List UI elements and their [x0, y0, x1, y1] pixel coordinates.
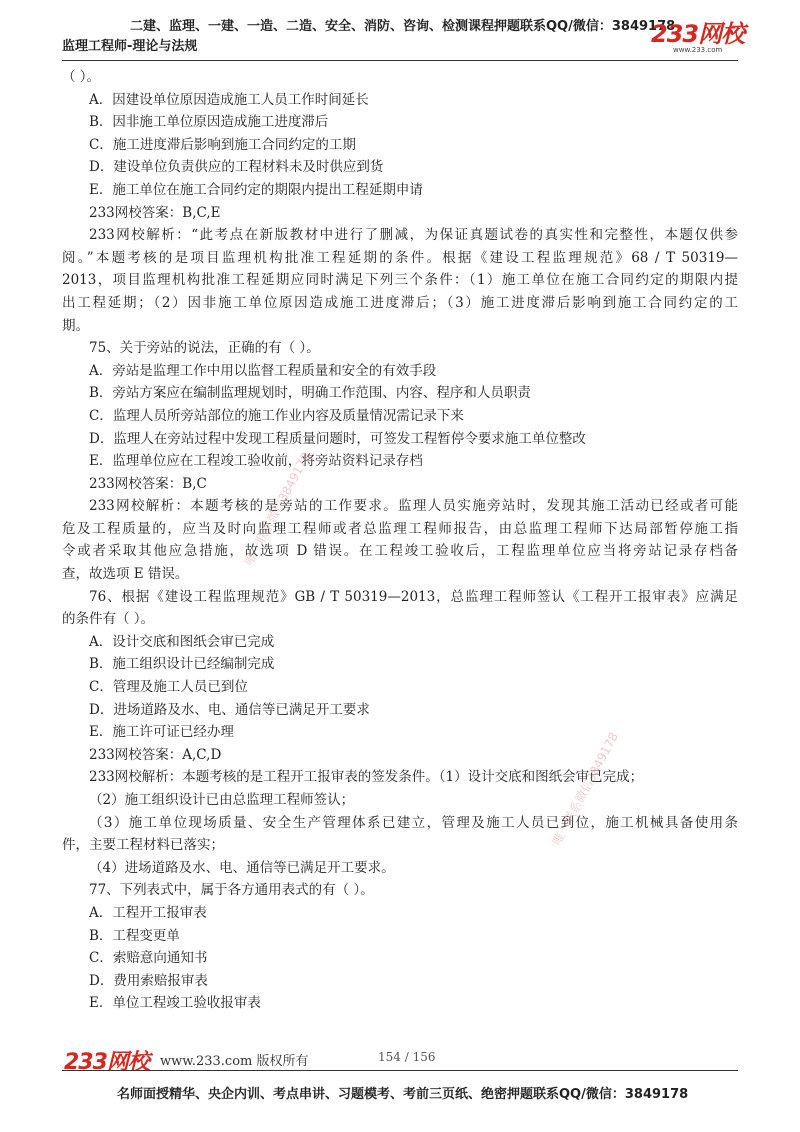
- document-body: [62, 66, 738, 1015]
- text-line: （2）施工组织设计已由总监理工程师签认；: [89, 792, 355, 808]
- text-line: E．单位工程竣工验收报审表: [89, 995, 261, 1012]
- text-line: A．设计交底和图纸会审已完成: [89, 633, 275, 650]
- text-line: 76、根据《建设工程监理规范》GB / T 50319—2013，总监理工程师签认《工程开工报审表》应满足: [89, 588, 738, 605]
- text-line: 233网校答案：B,C,E: [89, 204, 221, 221]
- text-line: D．建设单位负责供应的工程材料未及时供应到货: [89, 159, 384, 176]
- text-line: 查，故选项 E 错误。: [62, 566, 189, 583]
- text-line: B．工程变更单: [89, 927, 180, 944]
- footer-logo: 233网校: [64, 1050, 149, 1075]
- text-line: 75、关于旁站的说法，正确的有（ ）。: [89, 340, 320, 357]
- text-line: 77、下列表式中，属于各方通用表式的有（ ）。: [89, 882, 374, 899]
- brand-logo-url: www.233.com: [673, 46, 723, 54]
- brand-logo-text: 233网校: [651, 20, 745, 48]
- text-line: A．工程开工报审表: [89, 904, 207, 921]
- text-line: D．监理人在旁站过程中发现工程质量问题时，可签发工程暂停令要求施工单位整改: [89, 430, 586, 447]
- watermark: 唯一联系微信3849178: [549, 730, 622, 848]
- text-line: B．旁站方案应在编制监理规划时，明确工作范围、内容、程序和人员职责: [89, 385, 531, 402]
- text-line: （3）施工单位现场质量、安全生产管理体系已建立，管理及施工人员已到位，施工机械具备使用条: [89, 814, 738, 831]
- text-line: B．因非施工单位原因造成施工进度滞后: [89, 114, 329, 131]
- text-line: 的条件有（ ）。: [62, 611, 155, 628]
- text-line: 阅。”本题考核的是项目监理机构批准工程延期的条件。根据《建设工程监理规范》68 / T 50319—: [62, 249, 738, 266]
- page-number: 154 / 156: [378, 1050, 436, 1064]
- text-line: E．施工单位在施工合同约定的期限内提出工程延期申请: [89, 181, 423, 198]
- text-line: 出工程延期；（2）因非施工单位原因造成施工进度滞后；（3）施工进度滞后影响到施工合同约定的工: [62, 294, 738, 311]
- text-line: E．监理单位应在工程竣工验收前，将旁站资料记录存档: [89, 453, 423, 470]
- text-line: 233网校解析：本题考核的是工程开工报审表的签发条件。（1）设计交底和图纸会审已完成；: [89, 769, 644, 786]
- text-line: A．旁站是监理工作中用以监督工程质量和安全的有效手段: [89, 362, 437, 379]
- text-line: B．施工组织设计已经编制完成: [89, 656, 275, 673]
- header-contact-line: 二建、监理、一建、一造、二造、安全、消防、咨询、检测课程押题联系QQ/微信：3849178: [130, 19, 676, 34]
- text-line: A．因建设单位原因造成施工人员工作时间延长: [89, 91, 369, 108]
- header-subject-title: 监理工程师-理论与法规: [62, 39, 198, 54]
- text-line: C．监理人员所旁站部位的施工作业内容及质量情况需记录下来: [89, 407, 464, 424]
- header-divider: [62, 60, 738, 61]
- text-line: 令或者采取其他应急措施，故选项 D 错误。在工程竣工验收后，工程监理单位应当将旁站记录存档备: [62, 543, 738, 560]
- text-line: 233网校答案：B,C: [89, 475, 207, 492]
- footer-contact-line: 名师面授精华、央企内训、考点串讲、习题模考、考前三页纸、绝密押题联系QQ/微信：3849178: [117, 1087, 689, 1102]
- text-line: 期。: [62, 317, 89, 334]
- text-line: （ ）。: [62, 69, 101, 85]
- text-line: 件，主要工程材料已落实；: [62, 837, 224, 854]
- text-line: D．进场道路及水、电、通信等已满足开工要求: [89, 701, 370, 718]
- text-line: 危及工程质量的，应当及时向监理工程师或者总监理工程师报告，由总监理工程师下达局部暂停施工指: [62, 520, 738, 537]
- watermark: 唯一联系微信3849178: [241, 450, 314, 568]
- text-line: C．索赔意向通知书: [89, 950, 208, 967]
- text-line: C．施工进度滞后影响到施工合同约定的工期: [89, 136, 356, 153]
- text-line: 2013，项目监理机构批准工程延期应同时满足下列三个条件：（1）施工单位在施工合同约定的期限内提: [62, 272, 738, 289]
- text-line: 233网校解析：“此考点在新版教材中进行了删减，为保证真题试卷的真实性和完整性，本题仅供参: [89, 227, 738, 244]
- footer-copyright: www.233.com 版权所有: [160, 1054, 309, 1069]
- text-line: 233网校答案：A,C,D: [89, 746, 222, 763]
- text-line: C．管理及施工人员已到位: [89, 679, 248, 696]
- text-line: （4）进场道路及水、电、通信等已满足开工要求。: [89, 859, 395, 876]
- text-line: 233网校解析：本题考核的是旁站的工作要求。监理人员实施旁站时，发现其施工活动已经或者可能: [89, 498, 738, 515]
- text-line: E．施工许可证已经办理: [89, 724, 234, 741]
- footer-divider: [62, 1070, 738, 1071]
- brand-logo: [651, 22, 744, 54]
- text-line: D．费用索赔报审表: [89, 972, 208, 989]
